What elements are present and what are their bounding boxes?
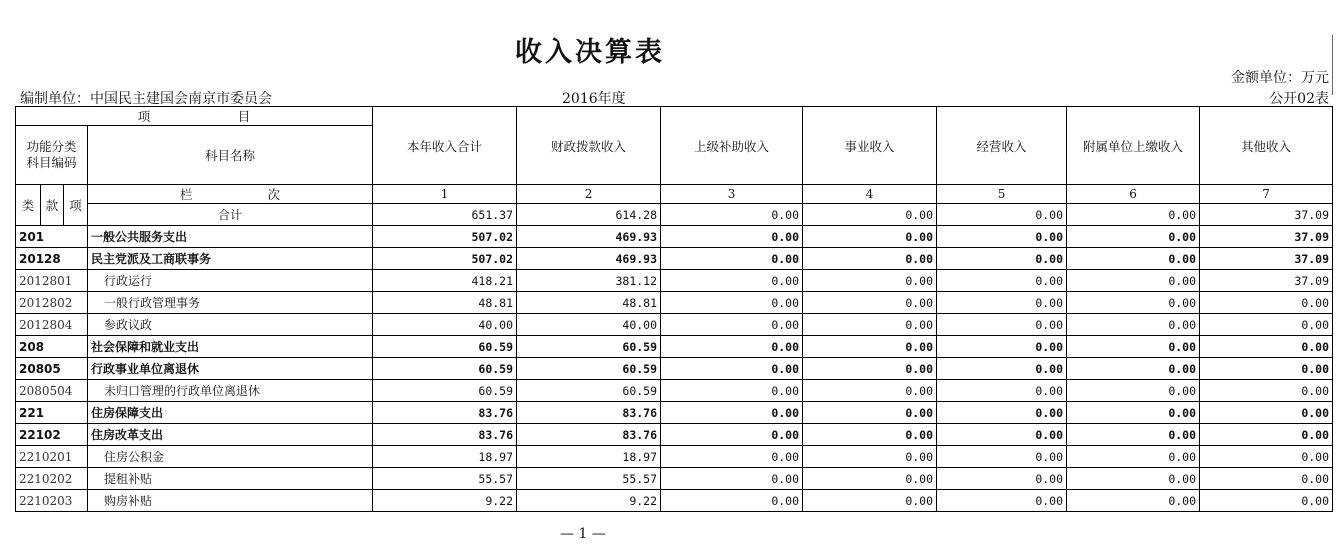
row-value: 40.00	[373, 314, 517, 336]
row-code: 2012804	[16, 314, 88, 336]
row-value: 0.00	[661, 490, 803, 512]
row-value: 0.00	[803, 248, 937, 270]
row-name: 住房公积金	[88, 446, 373, 468]
row-name: 行政运行	[88, 270, 373, 292]
row-value: 0.00	[661, 402, 803, 424]
table-row	[16, 226, 1333, 248]
form-number: 公开02表	[1269, 91, 1329, 107]
row-value: 0.00	[1200, 402, 1333, 424]
row-value: 0.00	[1067, 380, 1200, 402]
row-value: 0.00	[1200, 446, 1333, 468]
header-func-code: 功能分类科目编码	[16, 126, 88, 185]
row-code: 2210201	[16, 446, 88, 468]
header-col-3: 上级补助收入	[661, 107, 803, 185]
unit-label: 金额单位：万元	[1231, 70, 1329, 86]
page-number: — 1 —	[560, 526, 606, 542]
row-value: 83.76	[517, 424, 661, 446]
row-value: 0.00	[1200, 292, 1333, 314]
row-value: 0.00	[661, 468, 803, 490]
row-value: 0.00	[803, 270, 937, 292]
row-value: 0.00	[661, 358, 803, 380]
col-number: 7	[1200, 185, 1333, 204]
row-code: 221	[16, 402, 88, 424]
row-value: 55.57	[373, 468, 517, 490]
col-number: 3	[661, 185, 803, 204]
row-value: 0.00	[937, 226, 1067, 248]
row-name: 参政议政	[88, 314, 373, 336]
header-item: 项 目	[16, 107, 373, 126]
row-value: 37.09	[1200, 226, 1333, 248]
row-value: 0.00	[661, 380, 803, 402]
row-value: 0.00	[803, 446, 937, 468]
row-value: 18.97	[517, 446, 661, 468]
row-value: 0.00	[803, 314, 937, 336]
row-value: 0.00	[1067, 402, 1200, 424]
row-value: 0.00	[661, 336, 803, 358]
row-code: 201	[16, 226, 88, 248]
row-name: 行政事业单位离退休	[88, 358, 373, 380]
row-value: 60.59	[373, 380, 517, 402]
table-row	[16, 424, 1333, 446]
header-col-7: 其他收入	[1200, 107, 1333, 185]
row-value: 0.00	[661, 292, 803, 314]
row-value: 0.00	[937, 380, 1067, 402]
row-code: 2012801	[16, 270, 88, 292]
margin-mark	[1332, 35, 1333, 95]
row-value: 0.00	[1067, 314, 1200, 336]
row-value: 60.59	[373, 336, 517, 358]
total-label: 合计	[88, 204, 373, 226]
row-value: 0.00	[661, 446, 803, 468]
row-value: 83.76	[373, 424, 517, 446]
header-col-6: 附属单位上缴收入	[1067, 107, 1200, 185]
row-value: 0.00	[937, 468, 1067, 490]
row-name: 未归口管理的行政单位离退休	[88, 380, 373, 402]
row-value: 0.00	[1200, 336, 1333, 358]
row-value: 9.22	[373, 490, 517, 512]
row-value: 0.00	[803, 226, 937, 248]
row-value: 37.09	[1200, 248, 1333, 270]
row-name: 社会保障和就业支出	[88, 336, 373, 358]
row-value: 0.00	[937, 446, 1067, 468]
row-value: 60.59	[373, 358, 517, 380]
row-value: 0.00	[1067, 292, 1200, 314]
col-number: 1	[373, 185, 517, 204]
table-row	[16, 248, 1333, 270]
row-value: 0.00	[803, 336, 937, 358]
row-name: 一般行政管理事务	[88, 292, 373, 314]
row-value: 55.57	[517, 468, 661, 490]
row-value: 83.76	[373, 402, 517, 424]
row-value: 0.00	[1200, 468, 1333, 490]
row-value: 0.00	[937, 314, 1067, 336]
row-value: 9.22	[517, 490, 661, 512]
header-col-2: 财政拨款收入	[517, 107, 661, 185]
row-value: 0.00	[803, 424, 937, 446]
header-lei: 类	[16, 185, 41, 226]
table-row	[16, 358, 1333, 380]
col-number: 4	[803, 185, 937, 204]
table-row	[16, 446, 1333, 468]
page-title: 收入决算表	[515, 37, 665, 68]
row-value: 0.00	[937, 336, 1067, 358]
row-value: 60.59	[517, 336, 661, 358]
row-value: 0.00	[1200, 490, 1333, 512]
total-row	[16, 204, 1333, 226]
row-name: 提租补贴	[88, 468, 373, 490]
row-value: 0.00	[1200, 358, 1333, 380]
row-value: 0.00	[937, 402, 1067, 424]
row-code: 2080504	[16, 380, 88, 402]
row-code: 20805	[16, 358, 88, 380]
row-value: 0.00	[1067, 468, 1200, 490]
header-subject-name: 科目名称	[88, 126, 373, 185]
row-value: 48.81	[517, 292, 661, 314]
row-value: 0.00	[1067, 336, 1200, 358]
row-value: 40.00	[517, 314, 661, 336]
row-code: 2012802	[16, 292, 88, 314]
row-value: 0.00	[1067, 270, 1200, 292]
row-value: 0.00	[937, 424, 1067, 446]
row-code: 2210202	[16, 468, 88, 490]
table-row	[16, 380, 1333, 402]
row-value: 0.00	[1067, 490, 1200, 512]
row-value: 0.00	[937, 358, 1067, 380]
header-kuan: 款	[41, 185, 64, 226]
row-value: 469.93	[517, 226, 661, 248]
row-value: 469.93	[517, 248, 661, 270]
total-value: 0.00	[803, 204, 937, 226]
row-value: 0.00	[937, 248, 1067, 270]
row-value: 0.00	[1067, 248, 1200, 270]
row-value: 0.00	[1067, 446, 1200, 468]
row-name: 民主党派及工商联事务	[88, 248, 373, 270]
total-value: 651.37	[373, 204, 517, 226]
row-value: 507.02	[373, 226, 517, 248]
row-value: 18.97	[373, 446, 517, 468]
row-value: 418.21	[373, 270, 517, 292]
row-value: 0.00	[937, 270, 1067, 292]
row-value: 0.00	[661, 314, 803, 336]
col-number: 5	[937, 185, 1067, 204]
total-value: 614.28	[517, 204, 661, 226]
table-row	[16, 468, 1333, 490]
row-value: 0.00	[1067, 358, 1200, 380]
row-value: 0.00	[661, 248, 803, 270]
row-code: 20128	[16, 248, 88, 270]
row-name: 购房补贴	[88, 490, 373, 512]
table-row	[16, 314, 1333, 336]
row-value: 0.00	[803, 468, 937, 490]
header-col-4: 事业收入	[803, 107, 937, 185]
total-value: 37.09	[1200, 204, 1333, 226]
row-value: 0.00	[1200, 380, 1333, 402]
row-value: 0.00	[661, 226, 803, 248]
row-value: 0.00	[803, 380, 937, 402]
total-value: 0.00	[1067, 204, 1200, 226]
header-xiang: 项	[64, 185, 88, 226]
income-table	[15, 106, 1333, 512]
row-value: 60.59	[517, 380, 661, 402]
row-value: 0.00	[803, 490, 937, 512]
total-value: 0.00	[661, 204, 803, 226]
table-row	[16, 336, 1333, 358]
row-value: 381.12	[517, 270, 661, 292]
table-row	[16, 490, 1333, 512]
row-name: 住房保障支出	[88, 402, 373, 424]
row-value: 0.00	[937, 292, 1067, 314]
table-row	[16, 270, 1333, 292]
year-label: 2016年度	[562, 91, 626, 107]
col-number: 2	[517, 185, 661, 204]
row-value: 0.00	[1067, 226, 1200, 248]
row-value: 0.00	[1200, 314, 1333, 336]
row-value: 60.59	[517, 358, 661, 380]
row-name: 一般公共服务支出	[88, 226, 373, 248]
header-lan-ci: 栏 次	[88, 185, 373, 204]
row-value: 0.00	[803, 402, 937, 424]
row-value: 83.76	[517, 402, 661, 424]
total-value: 0.00	[937, 204, 1067, 226]
table-row	[16, 292, 1333, 314]
row-value: 0.00	[661, 270, 803, 292]
row-value: 0.00	[803, 358, 937, 380]
row-value: 0.00	[803, 292, 937, 314]
org-label: 编制单位：中国民主建国会南京市委员会	[20, 91, 272, 107]
row-code: 22102	[16, 424, 88, 446]
row-code: 2210203	[16, 490, 88, 512]
row-name: 住房改革支出	[88, 424, 373, 446]
row-value: 0.00	[1067, 424, 1200, 446]
col-number: 6	[1067, 185, 1200, 204]
row-value: 0.00	[1200, 424, 1333, 446]
table-row	[16, 402, 1333, 424]
row-value: 37.09	[1200, 270, 1333, 292]
row-code: 208	[16, 336, 88, 358]
row-value: 507.02	[373, 248, 517, 270]
row-value: 0.00	[937, 490, 1067, 512]
header-col-5: 经营收入	[937, 107, 1067, 185]
row-value: 48.81	[373, 292, 517, 314]
header-col-1: 本年收入合计	[373, 107, 517, 185]
row-value: 0.00	[661, 424, 803, 446]
